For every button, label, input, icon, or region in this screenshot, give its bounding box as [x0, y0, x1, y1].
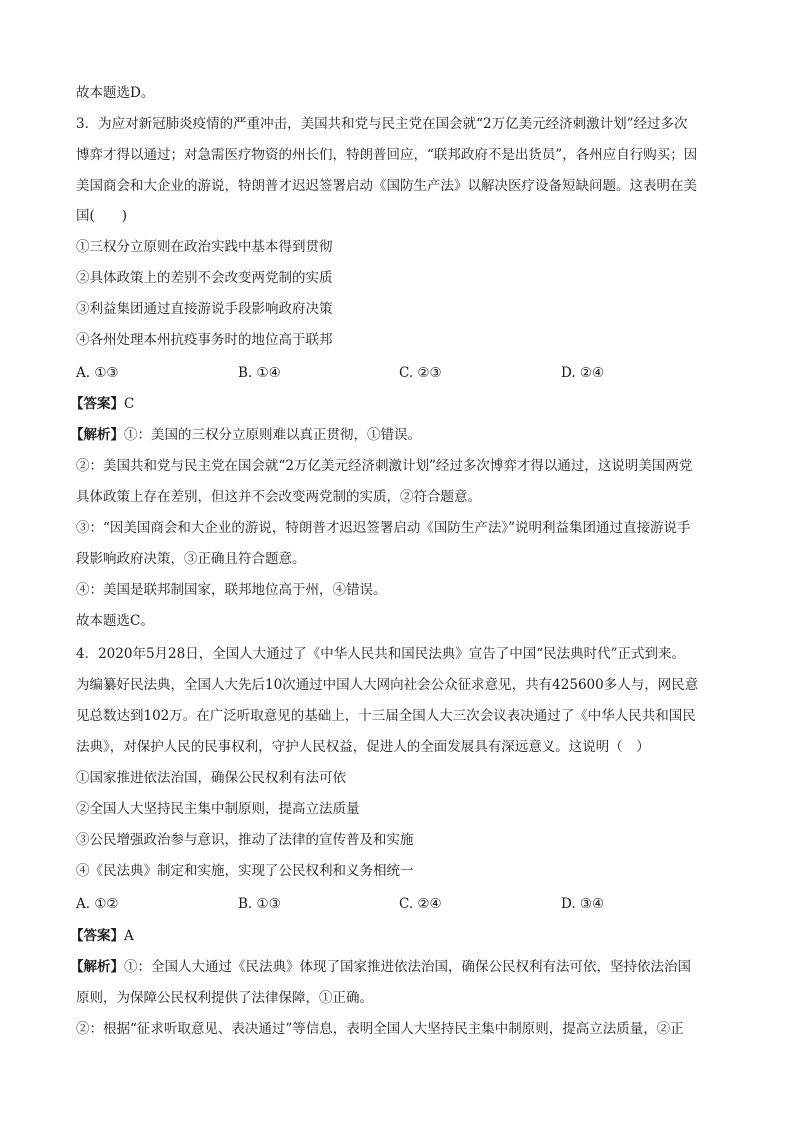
q4-statement-1: ①国家推进依法治国，确保公民权利有法可依	[76, 770, 346, 786]
q3-analysis-2: ②：美国共和党与民主党在国会就“2万亿美元经济刺激计划”经过多次博弈才得以通过，这说明美国两党	[76, 458, 693, 474]
q4-analysis-3: ②：根据“征求听取意见、表决通过”等信息，表明全国人大坚持民主集中制原则，提高立法质量，②正	[76, 1021, 684, 1037]
q3-analysis-5: 段影响政府决策，③正确且符合题意。	[76, 551, 306, 567]
q3-analysis-tag: 【解析】	[70, 427, 124, 443]
q3-analysis-3: 具体政策上存在差别，但这并不会改变两党制的实质，②符合题意。	[76, 489, 481, 505]
q4-answer	[70, 927, 134, 945]
q3-stem-line-2: 博弈才得以通过；对急需医疗物资的州长们，特朗普回应，“联邦政府不是出货员”，各州应自行购买；因	[76, 147, 698, 163]
q3-statement-4: ④各州处理本州抗疫事务时的地位高于联邦	[76, 332, 333, 348]
q3-analysis-text-1: ①：美国的三权分立原则难以真正贯彻，①错误。	[124, 427, 421, 443]
q4-answer-value: A	[124, 928, 134, 944]
q4-statement-2: ②全国人大坚持民主集中制原则，提高立法质量	[76, 801, 360, 817]
q4-option-c: C. ②④	[399, 896, 442, 912]
q4-stem-line-1: 4．2020年5月28日，全国人大通过了《中华人民共和国民法典》宣告了中国“民法典时代”正式到来。	[76, 646, 686, 662]
q3-analysis-4: ③：“因美国商会和大企业的游说，特朗普才迟迟签署启动《国防生产法》”说明利益集团通过直接游说手	[76, 520, 691, 536]
q3-statement-3: ③利益集团通过直接游说手段影响政府决策	[76, 301, 333, 317]
q4-statement-4: ④《民法典》制定和实施，实现了公民权利和义务相统一	[76, 863, 414, 879]
q4-answer-tag: 【答案】	[70, 928, 124, 944]
q4-option-a: A. ①②	[76, 896, 119, 912]
intro-conclusion: 故本题选D。	[76, 85, 155, 101]
q3-answer-tag: 【答案】	[70, 396, 124, 412]
q3-statement-1: ①三权分立原则在政治实践中基本得到贯彻	[76, 239, 333, 255]
q3-stem-line-4: 国( )	[76, 208, 128, 224]
q3-stem-line-3: 美国商会和大企业的游说，特朗普才迟迟签署启动《国防生产法》以解决医疗设备短缺问题。这表明在美	[76, 178, 697, 194]
q4-analysis-tag: 【解析】	[70, 959, 124, 975]
q4-stem-line-2: 为编纂好民法典，全国人大先后10次通过中国人大网向社会公众征求意见，共有425600多人与，网民意	[76, 677, 699, 693]
q3-answer-value: C	[124, 396, 135, 412]
q3-analysis-1	[70, 426, 421, 444]
q4-analysis-text-1: ①：全国人大通过《民法典》体现了国家推进依法治国，确保公民权利有法可依，坚持依法治国	[124, 959, 691, 975]
q4-stem-line-4: 法典》，对保护人民的民事权利，守护人民权益，促进人的全面发展具有深远意义。这说明（ ）	[76, 739, 650, 755]
q4-option-d: D. ③④	[561, 896, 605, 912]
q3-conclusion: 故本题选C。	[76, 613, 154, 629]
q3-answer	[70, 395, 134, 413]
q3-statement-2: ②具体政策上的差别不会改变两党制的实质	[76, 270, 333, 286]
q3-option-b: B. ①④	[238, 365, 281, 381]
q3-option-a: A. ①③	[76, 365, 119, 381]
q3-option-d: D. ②④	[561, 365, 605, 381]
q3-stem-line-1: 3．为应对新冠肺炎疫情的严重冲击，美国共和党与民主党在国会就“2万亿美元经济刺激计划”经过多次	[76, 116, 688, 132]
q4-stem-line-3: 见总数达到102万。在广泛听取意见的基础上，十三届全国人大三次会议表决通过了《中华人民共和国民	[76, 708, 696, 724]
q4-analysis-1	[70, 958, 691, 976]
q3-analysis-6: ④：美国是联邦制国家，联邦地位高于州，④错误。	[76, 582, 387, 598]
q3-option-c: C. ②③	[399, 365, 442, 381]
q4-statement-3: ③公民增强政治参与意识，推动了法律的宣传普及和实施	[76, 832, 414, 848]
q4-analysis-2: 原则，为保障公民权利提供了法律保障，①正确。	[76, 990, 373, 1006]
q4-option-b: B. ①③	[238, 896, 281, 912]
